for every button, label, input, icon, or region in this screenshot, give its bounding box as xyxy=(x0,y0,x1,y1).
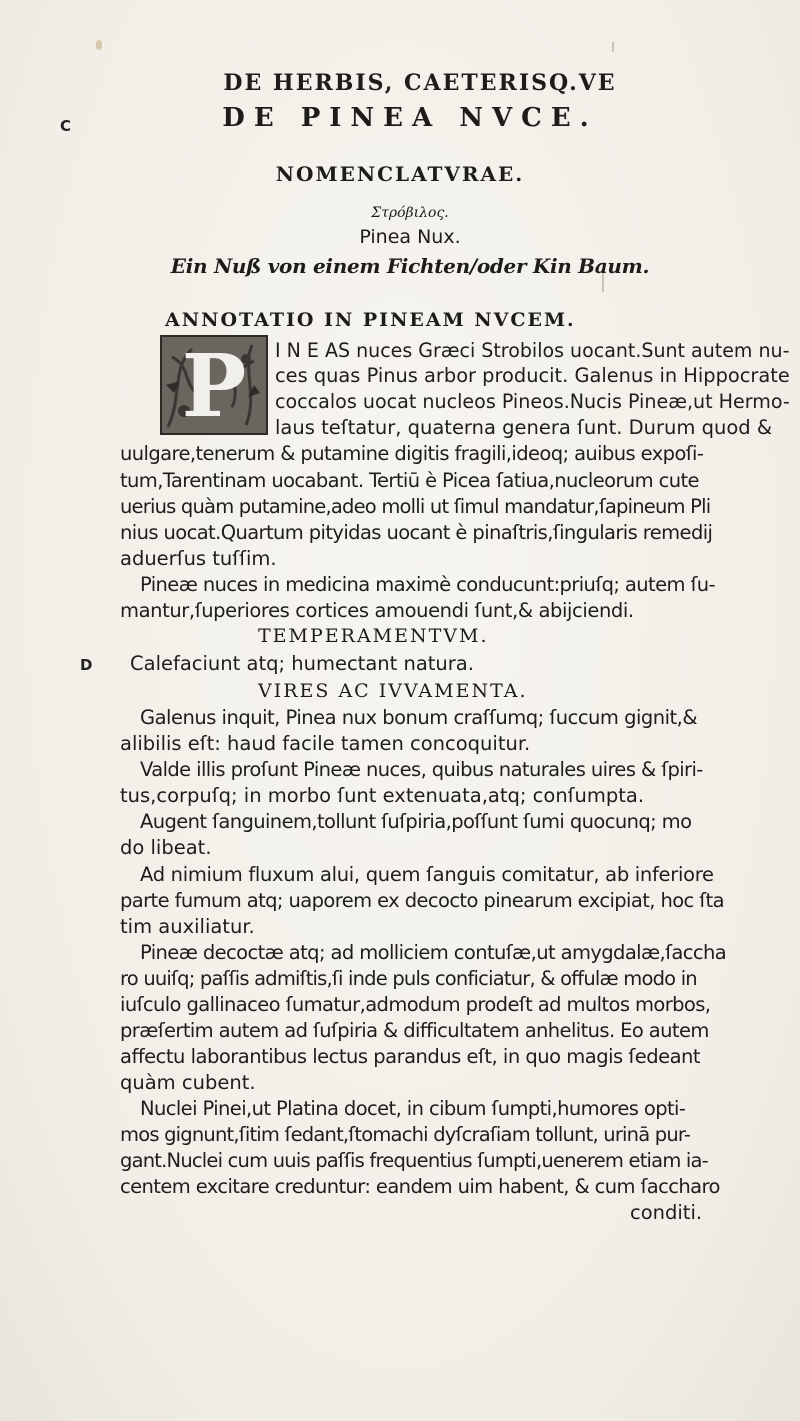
body-line: coccalos uocat nucleos Pineos.Nucis Pineæ,ut Hermo- xyxy=(275,390,790,413)
body-line: aduerſus tuſſim. xyxy=(120,547,277,570)
body-line: Valde illis proſunt Pineæ nuces, quibus naturales uires & ſpiri- xyxy=(140,758,703,781)
annotation-heading: ANNOTATIO IN PINEAM NVCEM. xyxy=(165,309,576,331)
section-heading-vires: VIRES AC IVVAMENTA. xyxy=(258,680,528,702)
chapter-title: DE PINEA NVCE. xyxy=(222,103,598,133)
body-line: tum,Tarentinam uocabant. Tertiū è Picea ſatiua,nucleorum cute xyxy=(120,469,699,492)
body-line: tus,corpuſq; in morbo ſunt extenuata,atq; conſumpta. xyxy=(120,784,645,807)
body-line: alibilis eſt: haud facile tamen concoquitur. xyxy=(120,732,531,755)
body-line: I N E AS nuces Græci Strobilos uocant.Sunt autem nu- xyxy=(275,339,790,362)
body-line: iuſculo gallinaceo ſumatur,admodum prodeſt ad multos morbos, xyxy=(120,993,711,1016)
german-name: Ein Nuß von einem Fichten/oder Kin Baum. xyxy=(170,254,650,278)
margin-letter-d: D xyxy=(80,656,93,674)
initial-letter: P xyxy=(181,336,247,435)
greek-name: Στρόβιλος. xyxy=(371,205,449,221)
body-line: uerius quàm putamine,adeo molli ut ſimul mandatur,ſapineum Pli xyxy=(120,495,711,518)
body-line: Pineæ decoctæ atq; ad molliciem contuſæ,ut amygdalæ,ſaccha xyxy=(140,941,727,964)
body-line: uulgare,tenerum & putamine digitis fragili,ideoq; auibus expoſi- xyxy=(120,442,704,465)
body-line: affectu laborantibus lectus parandus eſt, in quo magis ſedeant xyxy=(120,1045,701,1068)
paper-blemish xyxy=(96,40,102,50)
body-line: Galenus inquit, Pinea nux bonum craſſumq; ſuccum gignit,& xyxy=(140,706,698,729)
body-line: ces quas Pinus arbor producit. Galenus in Hippocrate xyxy=(275,364,790,387)
body-line: quàm cubent. xyxy=(120,1071,256,1094)
nomenclature-heading: NOMENCLATVRAE. xyxy=(275,162,525,186)
body-line: do libeat. xyxy=(120,836,212,859)
body-line: Calefaciunt atq; humectant natura. xyxy=(130,652,474,675)
body-line: laus teſtatur, quaterna genera ſunt. Durum quod & xyxy=(275,416,773,439)
decorated-initial xyxy=(160,335,268,435)
paper-blemish xyxy=(612,42,614,52)
section-heading-temperamentum: TEMPERAMENTVM. xyxy=(258,625,489,647)
latin-name: Pinea Nux. xyxy=(359,226,461,248)
body-line: centem excitare creduntur: eandem uim habent, & cum ſaccharo xyxy=(120,1175,720,1198)
body-line: nius uocat.Quartum pityidas uocant è pinaſtris,ſingularis remedij xyxy=(120,521,713,544)
body-line: gant.Nuclei cum uuis paſſis frequentius ſumpti,uenerem etiam ia- xyxy=(120,1149,708,1172)
body-line: parte fumum atq; uaporem ex decocto pinearum excipiat, hoc ſta xyxy=(120,889,724,912)
body-line: Nuclei Pinei,ut Platina docet, in cibum ſumpti,humores opti- xyxy=(140,1097,686,1120)
body-line: Ad nimium fluxum alui, quem ſanguis comitatur, ab inferiore xyxy=(140,863,714,886)
body-line: mantur,ſuperiores cortices amouendi ſunt,& abijciendi. xyxy=(120,599,634,622)
running-header: DE HERBIS, CAETERISQ.VE xyxy=(223,70,617,96)
catchword: conditi. xyxy=(630,1201,703,1224)
margin-letter-c: C xyxy=(60,117,72,135)
body-line: Augent ſanguinem,tollunt ſuſpiria,poſſunt ſumi quocunq; mo xyxy=(140,810,692,833)
body-line: præſertim autem ad ſuſpiria & difficultatem anhelitus. Eo autem xyxy=(120,1019,709,1042)
body-line: Pineæ nuces in medicina maximè conducunt:priuſq; autem ſu- xyxy=(140,573,715,596)
body-line: ro uuiſq; paſſis admiſtis,ſi inde puls conficiatur, & offulæ modo in xyxy=(120,967,697,990)
body-line: tim auxiliatur. xyxy=(120,915,255,938)
body-line: mos gignunt,ſitim ſedant,ſtomachi dyſcraſiam tollunt, urinā pur- xyxy=(120,1123,691,1146)
